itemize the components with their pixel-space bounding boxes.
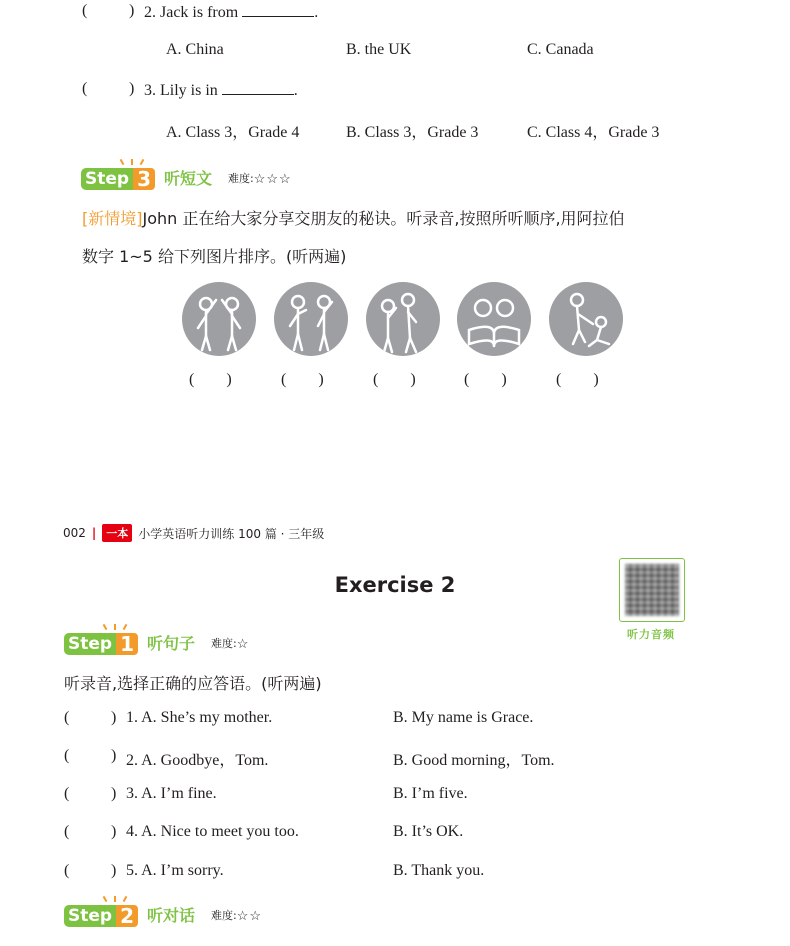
option-b: B. My name is Grace. <box>393 709 534 726</box>
answer-paren-close: ) <box>111 709 117 726</box>
option-a: A. China <box>166 41 224 58</box>
fill-blank <box>222 80 294 95</box>
answer-paren-open: ( <box>82 2 88 19</box>
step2-header <box>64 905 262 927</box>
answer-paren-close: ) <box>111 862 117 879</box>
difficulty-label: 难度: <box>211 909 237 922</box>
option-a: 1. A. She’s my mother. <box>126 709 273 726</box>
two-boys-talking-icon <box>274 282 348 356</box>
qr-code[interactable] <box>619 558 685 622</box>
answer-paren-open: ( <box>82 80 88 97</box>
difficulty-label: 难度: <box>211 637 237 650</box>
step3-instruction-line1: [新情境]John 正在给大家分享交朋友的秘诀。听录音,按照所听顺序,用阿拉伯 <box>82 209 625 228</box>
helping-fallen-friend-icon <box>549 282 623 356</box>
option-a: 4. A. Nice to meet you too. <box>126 823 299 840</box>
answer-paren-open: ( <box>64 785 70 802</box>
step-number: 2 <box>116 905 138 927</box>
picture-answer-paren: ( ) <box>373 371 416 388</box>
picture-answer-paren: ( ) <box>189 371 232 388</box>
picture-answer-paren: ( ) <box>281 371 324 388</box>
publisher-logo: 一本 <box>102 524 132 542</box>
scene-tag: [新情境] <box>82 209 143 228</box>
answer-paren-close: ) <box>111 747 117 764</box>
answer-paren-close: ) <box>111 823 117 840</box>
step-badge <box>81 168 155 190</box>
book-title: 小学英语听力训练 100 篇 · 三年级 <box>138 526 325 541</box>
step-label: Step <box>81 168 133 190</box>
option-b: B. the UK <box>346 41 412 58</box>
answer-paren-close: ) <box>111 785 117 802</box>
picture-answer-paren: ( ) <box>464 371 507 388</box>
option-b: B. Thank you. <box>393 862 485 879</box>
page-footer <box>63 524 324 542</box>
option-b: B. Class 3，Grade 3 <box>346 124 479 141</box>
step1-instruction: 听录音,选择正确的应答语。(听两遍) <box>64 674 322 693</box>
answer-paren-close: ) <box>129 2 135 19</box>
exercise-title: Exercise 2 <box>334 573 456 597</box>
difficulty-label: 难度: <box>228 172 254 185</box>
high-five-friends-icon <box>182 282 256 356</box>
answer-paren-close: ) <box>129 80 135 97</box>
children-reading-book-icon <box>457 282 531 356</box>
difficulty-stars-icon: ☆☆☆ <box>253 171 292 186</box>
option-b: B. Good morning，Tom. <box>393 752 555 769</box>
step-label: Step <box>64 633 116 655</box>
boys-sharing-secret-icon <box>366 282 440 356</box>
qr-label: 听力音频 <box>627 628 675 641</box>
option-a: 3. A. I’m fine. <box>126 785 217 802</box>
difficulty-stars-icon: ☆☆ <box>236 908 263 923</box>
step1-header <box>64 633 249 655</box>
answer-paren-open: ( <box>64 862 70 879</box>
qr-code-icon <box>625 564 679 616</box>
step-badge <box>64 905 138 927</box>
step-title: 听对话 <box>147 906 196 925</box>
option-a: 5. A. I’m sorry. <box>126 862 224 879</box>
step-title: 听句子 <box>147 634 196 653</box>
step3-instruction-line2: 数字 1~5 给下列图片排序。(听两遍) <box>82 247 347 266</box>
option-a: A. Class 3，Grade 4 <box>166 124 300 141</box>
answer-paren-open: ( <box>64 747 70 764</box>
option-a: 2. A. Goodbye，Tom. <box>126 752 269 769</box>
picture-answer-paren: ( ) <box>556 371 599 388</box>
step-number: 1 <box>116 633 138 655</box>
step-badge <box>64 633 138 655</box>
difficulty-stars-icon: ☆ <box>236 636 250 651</box>
step3-header <box>81 168 292 190</box>
question-stem: 3. Lily is in . <box>144 82 298 99</box>
option-b: B. It’s OK. <box>393 823 464 840</box>
footer-divider: | <box>91 526 97 540</box>
option-c: C. Canada <box>527 41 594 58</box>
page-number: 002 <box>63 526 86 540</box>
answer-paren-open: ( <box>64 709 70 726</box>
option-b: B. I’m five. <box>393 785 468 802</box>
answer-paren-open: ( <box>64 823 70 840</box>
question-stem: 2. Jack is from . <box>144 4 319 21</box>
option-c: C. Class 4，Grade 3 <box>527 124 660 141</box>
step-number: 3 <box>133 168 155 190</box>
fill-blank <box>242 2 314 17</box>
step-label: Step <box>64 905 116 927</box>
step-title: 听短文 <box>164 169 213 188</box>
